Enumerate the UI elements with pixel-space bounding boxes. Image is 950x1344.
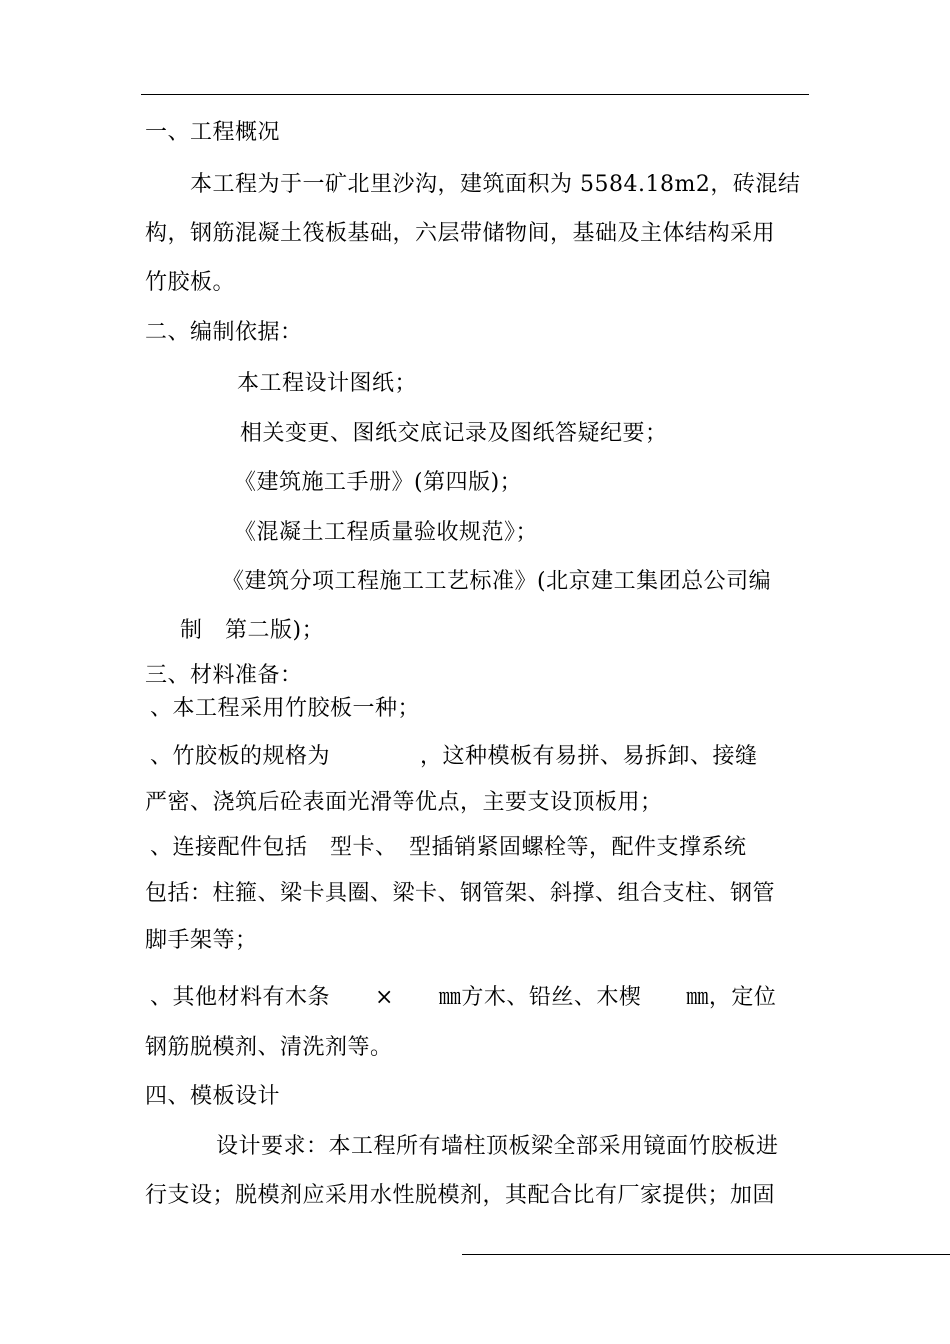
material-item-continued: 脚手架等； — [145, 928, 258, 953]
material-item: 、竹胶板的规格为 ，这种模板有易拼、易拆卸、接缝 — [150, 744, 758, 769]
basis-item-continued: 制 第二版)； — [180, 618, 325, 643]
basis-item: 相关变更、图纸交底记录及图纸答疑纪要； — [240, 421, 668, 446]
basis-item: 《混凝土工程质量验收规范》； — [234, 520, 539, 545]
material-item-continued: 严密、浇筑后砼表面光滑等优点，主要支设顶板用； — [145, 790, 663, 815]
paragraph-line: 本工程为于一矿北里沙沟，建筑面积为 5584.18m2，砖混结 — [190, 172, 801, 197]
material-item: 、连接配件包括 型卡、 型插销紧固螺栓等，配件支撑系统 — [150, 835, 747, 860]
material-item: 、本工程采用竹胶板一种； — [150, 696, 421, 721]
basis-item: 《建筑施工手册》(第四版)； — [234, 470, 523, 495]
section-heading-design: 四、模板设计 — [145, 1084, 281, 1109]
paragraph-line: 行支设；脱模剂应采用水性脱模剂，其配合比有厂家提供；加固 — [145, 1183, 776, 1208]
section-heading-basis: 二、编制依据： — [145, 320, 303, 345]
material-item-continued: 包括：柱箍、梁卡具圈、梁卡、钢管架、斜撑、组合支柱、钢管 — [145, 881, 776, 906]
basis-item: 本工程设计图纸； — [237, 371, 418, 396]
basis-item: 《建筑分项工程施工工艺标准》(北京建工集团总公司编 — [222, 569, 772, 594]
footer-rule — [462, 1254, 950, 1255]
paragraph-line: 设计要求：本工程所有墙柱顶板梁全部采用镜面竹胶板进 — [216, 1134, 779, 1159]
paragraph-line: 构，钢筋混凝土筏板基础，六层带储物间，基础及主体结构采用 — [145, 221, 776, 246]
section-heading-materials: 三、材料准备： — [145, 663, 303, 688]
material-item: 、其他材料有木条 × ㎜方木、铅丝、木楔 ㎜，定位 — [150, 985, 777, 1010]
section-heading-overview: 一、工程概况 — [145, 120, 281, 145]
material-item-continued: 钢筋脱模剂、清洗剂等。 — [145, 1035, 393, 1060]
paragraph-line: 竹胶板。 — [145, 270, 236, 295]
header-rule — [141, 94, 809, 95]
